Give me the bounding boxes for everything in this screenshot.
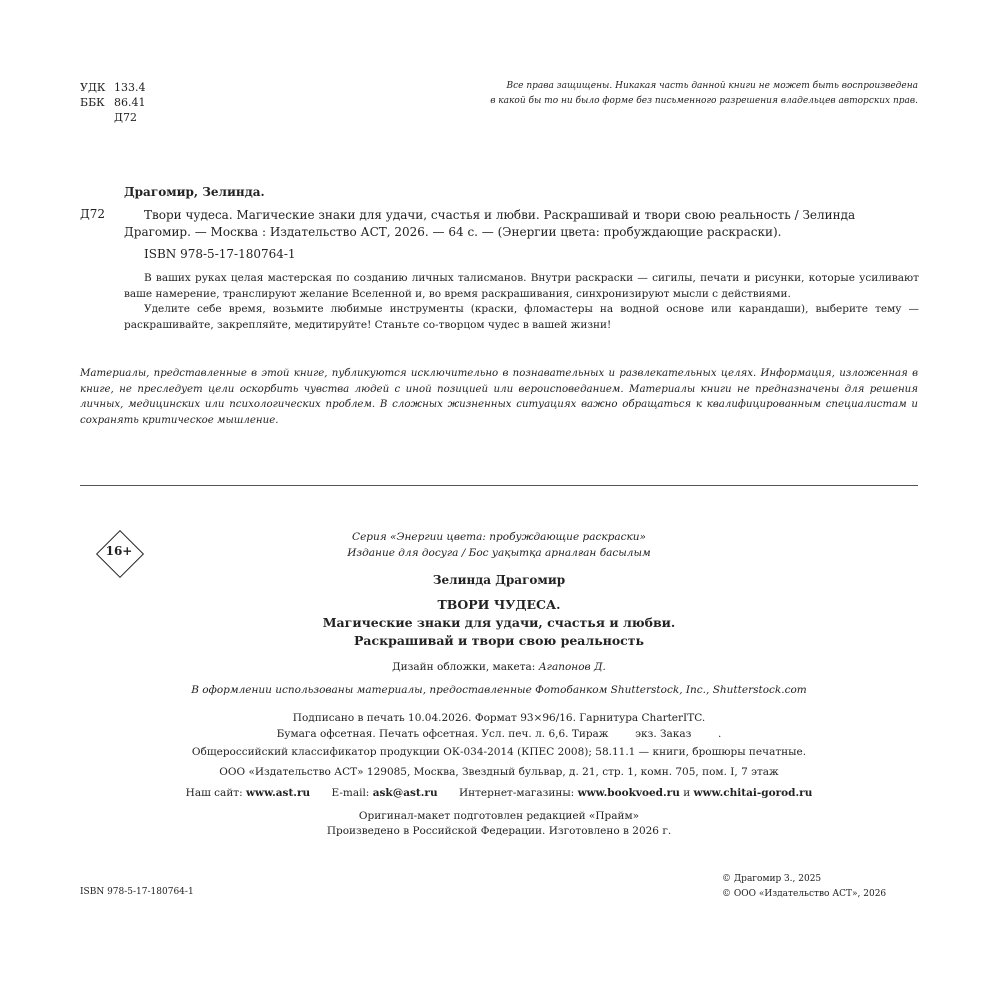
edition-type: Издание для досуга / Бос уақытқа арналған басылым <box>347 547 651 559</box>
rights-line: в какой бы то ни было форме без письменного разрешения владельцев авторских прав. <box>490 96 918 106</box>
author-sign: Д72 <box>114 111 137 124</box>
shops-label: Интернет-магазины: <box>458 787 575 799</box>
shop-link-chitai-gorod[interactable]: www.chitai-gorod.ru <box>693 787 813 799</box>
footer-isbn: ISBN 978-5-17-180764-1 <box>80 887 194 897</box>
email-link[interactable]: ask@ast.ru <box>372 787 438 799</box>
production-info: Произведено в Российской Федерации. Изготовлено в 2026 г. <box>326 825 672 837</box>
classification-codes <box>80 80 146 125</box>
bbk-value: 86.41 <box>114 96 146 109</box>
age-rating: 16+ <box>105 544 133 558</box>
site-link[interactable]: www.ast.ru <box>246 787 311 799</box>
disclaimer: Материалы, представленные в этой книге, публикуются исключительно в познавательных и развлекательных целях. Информация, изложенная в книге, не преследует цели оскорбить чувства людей с иной позицией или вероисповеданием. Материалы книги не предназначены для решения личных, медицинских или психологических проблем. В сложных жизненных ситуациях важно обращаться к квалифицированным специалистам и сохранять критическое мышление. <box>80 368 918 426</box>
design-name: Агапонов Д. <box>538 661 606 673</box>
rights-line: Все права защищены. Никакая часть данной книги не может быть воспроизведена <box>506 81 918 91</box>
bbk-label: ББК <box>80 96 105 109</box>
divider <box>80 485 918 486</box>
copyright-line: © Драгомир З., 2025 <box>722 874 822 884</box>
series-name: Серия «Энергии цвета: пробуждающие раскраски» <box>352 531 646 543</box>
layout-prepared: Оригинал-макет подготовлен редакцией «Прайм» <box>358 810 640 822</box>
rights-notice <box>398 79 918 109</box>
book-subtitle: Раскрашивай и твори свою реальность <box>353 633 645 648</box>
print-details: Бумага офсетная. Печать офсетная. Усл. печ. л. 6,6. Тираж экз. Заказ . <box>276 728 722 740</box>
isbn: ISBN 978-5-17-180764-1 <box>144 247 296 261</box>
print-signed: Подписано в печать 10.04.2026. Формат 93×96/16. Гарнитура CharterITC. <box>292 712 706 724</box>
photo-credit: В оформлении использованы материалы, предоставленные Фотобанком Shutterstock, Inc., Shutterstock.com <box>191 684 807 696</box>
bibliographic-line: Твори чудеса. Магические знаки для удачи, счастья и любви. Раскрашивай и твори свою реальность / Зелинда <box>144 208 856 222</box>
author-name: Зелинда Драгомир <box>432 573 566 587</box>
annotation <box>124 271 919 333</box>
bibliographic-code: Д72 <box>80 207 106 221</box>
copyright-line: © ООО «Издательство АСТ», 2026 <box>722 889 887 899</box>
site-label: Наш сайт: <box>185 787 243 799</box>
book-title: ТВОРИ ЧУДЕСА. <box>437 597 561 612</box>
copyright-block <box>722 872 886 902</box>
bibliographic-line: Драгомир. — Москва : Издательство АСТ, 2026. — 64 с. — (Энергии цвета: пробуждающие раскраски). <box>124 225 782 239</box>
bibliographic-description <box>124 207 919 241</box>
contact-line <box>80 787 918 799</box>
publisher-address: ООО «Издательство АСТ» 129085, Москва, Звездный бульвар, д. 21, стр. 1, комн. 705, пом. I, 7 этаж <box>219 766 779 778</box>
bibliographic-author: Драгомир, Зелинда. <box>124 185 265 199</box>
conjunction: и <box>683 787 691 799</box>
design-label: Дизайн обложки, макета: <box>392 661 536 673</box>
udk-label: УДК <box>80 81 106 94</box>
product-classifier: Общероссийский классификатор продукции ОК-034-2014 (КПЕС 2008); 58.11.1 — книги, брошюры печатные. <box>191 746 807 758</box>
email-label: E-mail: <box>331 787 370 799</box>
annotation-paragraph: В ваших руках целая мастерская по созданию личных талисманов. Внутри раскраски — сигилы, печати и рисунки, которые усиливают ваше намерение, транслируют желание Вселенной и, во время раскрашивания, синхронизируют мысли с действиями. <box>124 272 919 300</box>
annotation-paragraph: Уделите себе время, возьмите любимые инструменты (краски, фломастеры на водной основе или карандаши), выберите тему — раскрашивайте, закрепляйте, медитируйте! Станьте со-творцом чудес в вашей жизни! <box>124 303 919 331</box>
udk-value: 133.4 <box>114 81 146 94</box>
design-credit <box>80 661 918 673</box>
book-subtitle: Магические знаки для удачи, счастья и любви. <box>322 615 676 630</box>
shop-link-bookvoed[interactable]: www.bookvoed.ru <box>577 787 680 799</box>
